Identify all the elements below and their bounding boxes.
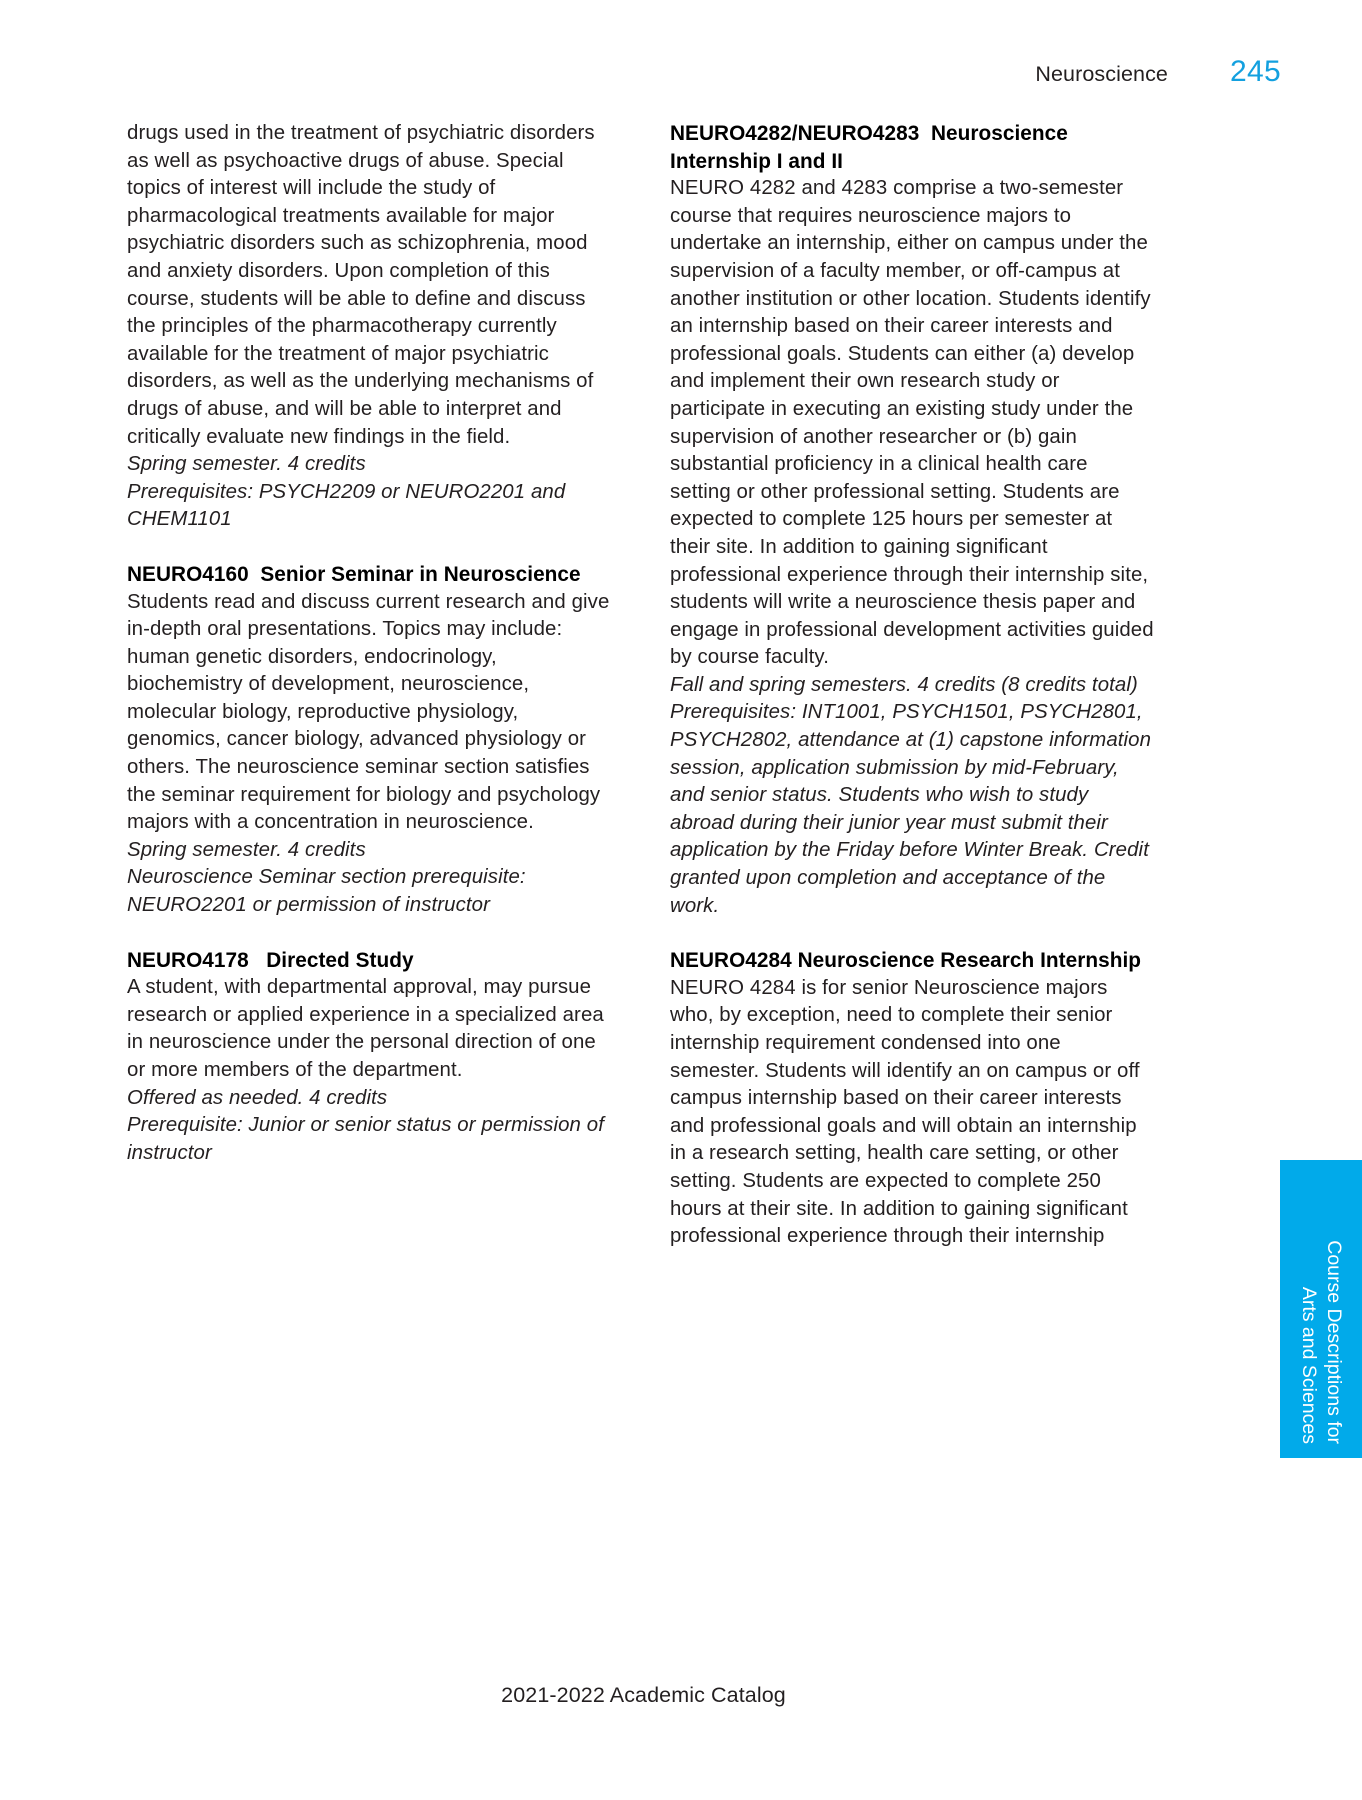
footer-catalog-year: 2021-2022 Academic Catalog: [501, 1683, 786, 1707]
running-head-section-title: Neuroscience: [1035, 62, 1168, 86]
course-prerequisite-neuro4160: Neuroscience Seminar section prerequisite: NEURO2201 or permission of instructor: [127, 866, 526, 917]
course-code: NEURO4178: [127, 948, 249, 972]
thumb-tab-line-2: Arts and Sciences: [1298, 1286, 1320, 1444]
page-columns: [127, 120, 1154, 1251]
course-title: Neuroscience Internship I and II: [670, 122, 1068, 173]
course-offering-neuro4282-4283: Fall and spring semesters. 4 credits (8 credits total): [670, 673, 1138, 696]
course-title: Directed Study: [266, 948, 414, 972]
page-footer: [0, 1683, 1362, 1708]
course-code-title-gap: [249, 949, 266, 972]
section-thumb-tab-label: [1280, 1160, 1362, 1458]
course-offering-neuro4178: Offered as needed. 4 credits: [127, 1086, 388, 1109]
course-heading-neuro4282-4283: [670, 120, 1154, 175]
course-title: Neuroscience Research Internship: [797, 949, 1142, 973]
course-description-neuro4282-4283: NEURO 4282 and 4283 comprise a two-semester course that requires neuroscience majors to undertake an internship, either on campus under the supervision of a faculty member, or off-campus at another institution or other location. Students identify an internship based on their career interests and professional goals. Students can either (a) develop and implement their own research study or participate in executing an existing study under the supervision of another researcher or (b) gain substantial proficiency in a clinical health care setting or other professional setting. Students are expected to complete 125 hours per semester at their site. In addition to gaining significant professional experience through their internship site, students will write a neuroscience thesis paper and engage in professional development activities guided by course faculty.: [670, 177, 1154, 669]
continued-offering: Spring semester. 4 credits: [127, 453, 366, 476]
section-thumb-tab: [1280, 1160, 1362, 1458]
course-code-title-gap: [919, 122, 931, 145]
course-description-neuro4160: Students read and discuss current research and give in-depth oral presentations. Topics may include: human genetic disorders, endocrinology, biochemistry of development, neuroscience, molecular biology, reproductive physiology, genomics, cancer biology, advanced physiology or others. The neuroscience seminar section satisfies the seminar requirement for biology and psychology majors with a concentration in neuroscience.: [127, 590, 610, 834]
running-head: [0, 55, 1362, 101]
course-heading-neuro4160: [127, 561, 611, 589]
course-code: NEURO4284: [670, 949, 792, 973]
thumb-tab-line-1: Course Descriptions for: [1323, 1240, 1345, 1444]
continued-paragraph: drugs used in the treatment of psychiatric disorders as well as psychoactive drugs of abuse. Special topics of interest will include the study of pharmacological treatments available for major psychiatric disorders such as schizophrenia, mood and anxiety disorders. Upon completion of this course, students will be able to define and discuss the principles of the pharmacotherapy currently available for the treatment of major psychiatric disorders, as well as the underlying mechanisms of drugs of abuse, and will be able to interpret and critically evaluate new findings in the field.: [127, 122, 595, 448]
continued-prerequisite: Prerequisites: PSYCH2209 or NEURO2201 and CHEM1101: [127, 480, 566, 531]
course-offering-neuro4160: Spring semester. 4 credits: [127, 838, 366, 861]
course-prerequisite-neuro4178: Prerequisite: Junior or senior status or permission of instructor: [127, 1114, 604, 1164]
course-code: NEURO4160: [127, 562, 249, 586]
left-column: [127, 120, 611, 1251]
course-description-neuro4284: NEURO 4284 is for senior Neuroscience majors who, by exception, need to complete their senior internship requirement condensed into one semester. Students will identify an on campus or off campus internship based on their career interests and professional goals and will obtain an internship in a research setting, health care setting, or other setting. Students are expected to complete 250 hours at their site. In addition to gaining significant professional experience through their internship: [670, 976, 1140, 1248]
course-heading-neuro4284: [670, 947, 1154, 975]
course-title: Senior Seminar in Neuroscience: [260, 562, 581, 586]
course-code-title-gap: [249, 563, 261, 586]
right-column: [670, 120, 1154, 1251]
page-number: 245: [1230, 55, 1281, 88]
course-heading-neuro4178: [127, 947, 611, 975]
course-code: NEURO4282/NEURO4283: [670, 122, 920, 145]
course-description-neuro4178: A student, with departmental approval, may pursue research or applied experience in a specialized area in neuroscience under the personal direction of one or more members of the department.: [127, 976, 604, 1081]
course-prerequisite-neuro4282-4283: Prerequisites: INT1001, PSYCH1501, PSYCH2801, PSYCH2802, attendance at (1) capstone information session, application submission by mid-February, and senior status. Students who wish to study abroad during their junior year must submit their application by the Friday before Winter Break. Credit granted upon completion and acceptance of the work.: [670, 701, 1152, 917]
